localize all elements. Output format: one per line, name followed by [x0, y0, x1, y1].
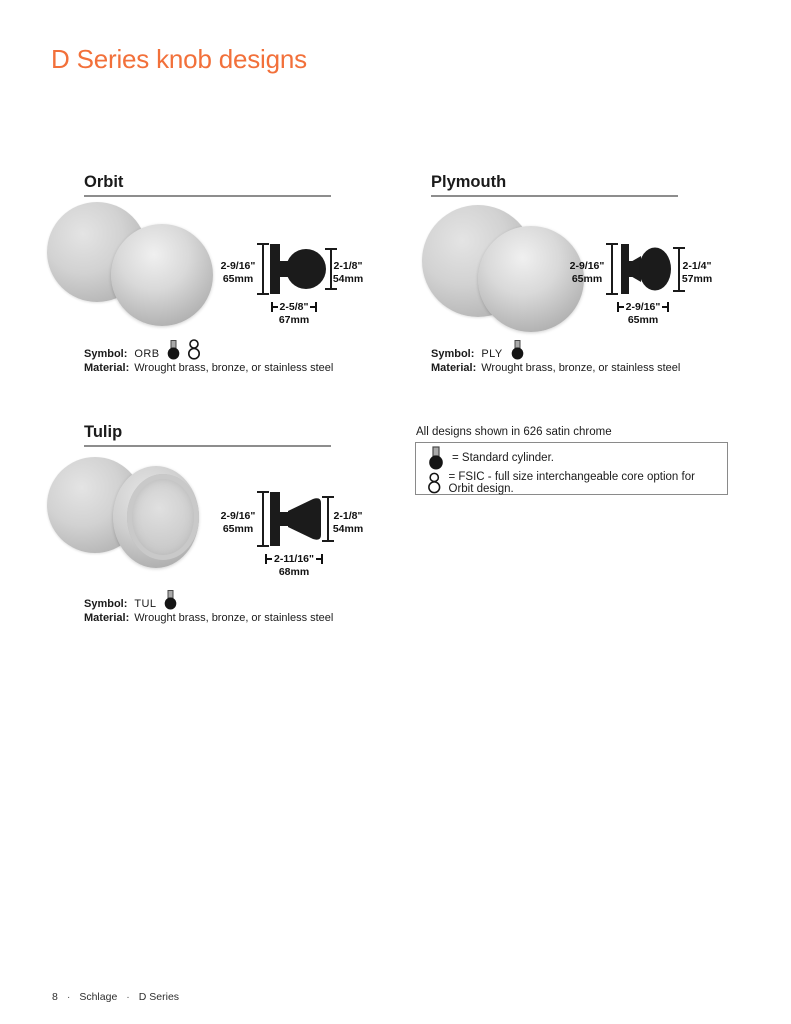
heading-rule: [431, 195, 678, 197]
standard-cylinder-icon: [166, 340, 181, 360]
dimension-inches: 2-11/16": [273, 553, 314, 565]
cylinder-icons: [510, 340, 525, 360]
cylinder-icons: [163, 590, 178, 610]
dimension-diagram: [567, 230, 715, 342]
dimension-mm: 68mm: [278, 565, 310, 578]
knob-diameter-dimension: [679, 260, 715, 285]
knob-photo: [45, 450, 220, 600]
page-number: 8: [52, 991, 58, 1003]
material-row: [431, 362, 680, 374]
rose-diameter-dimension: [218, 260, 258, 285]
legend-item-text: = FSIC - full size interchangeable core option for Orbit design.: [448, 471, 695, 495]
knob-ball-image: [111, 224, 213, 326]
knob-photo: [45, 200, 220, 350]
material-value: Wrought brass, bronze, or stainless steel: [481, 362, 681, 374]
legend-item-text: = Standard cylinder.: [452, 452, 554, 464]
legend-item-fsic: [427, 470, 717, 496]
dimension-mm: 54mm: [332, 272, 364, 285]
rose-diameter-dimension: [218, 510, 258, 535]
dimension-mm: 65mm: [571, 272, 603, 285]
dimension-tick-left: [271, 302, 278, 312]
knob-diameter-dimension: [330, 260, 366, 285]
knob-face-image: [127, 474, 199, 560]
material-row: [84, 612, 333, 624]
dimension-inches: 2-9/16": [625, 301, 661, 313]
heading-rule: [84, 445, 331, 447]
standard-cylinder-icon: [510, 340, 525, 360]
symbol-label: Symbol:: [431, 348, 475, 360]
projection-dimension: [595, 301, 691, 326]
symbol-label: Symbol:: [84, 598, 128, 610]
dimension-mm: 57mm: [681, 272, 713, 285]
dimension-mm: 65mm: [222, 522, 254, 535]
standard-cylinder-icon: [427, 446, 445, 470]
symbol-value: ORB: [134, 348, 160, 360]
standard-cylinder-icon: [163, 590, 178, 610]
symbol-value: PLY: [481, 348, 503, 360]
dimension-tick-right: [662, 302, 669, 312]
dimension-inches: 2-9/16": [569, 260, 605, 272]
dimension-mm: 67mm: [278, 313, 310, 326]
rose-diameter-dimension: [567, 260, 607, 285]
material-label: Material:: [84, 362, 130, 374]
dimension-tick-left: [617, 302, 624, 312]
material-label: Material:: [431, 362, 477, 374]
series-name: D Series: [138, 991, 180, 1003]
symbol-label: Symbol:: [84, 348, 128, 360]
page-title: D Series knob designs: [51, 44, 307, 74]
knob-card-orbit: [45, 172, 375, 382]
symbol-row: [84, 340, 201, 360]
dimension-inches: 2-9/16": [220, 260, 256, 272]
projection-dimension: [246, 301, 342, 326]
material-value: Wrought brass, bronze, or stainless steel: [134, 362, 334, 374]
dimension-diagram: [218, 230, 366, 342]
footer-separator: ·: [66, 991, 71, 1003]
cylinder-legend-box: [415, 442, 728, 495]
dimension-inches: 2-9/16": [220, 510, 256, 522]
material-value: Wrought brass, bronze, or stainless steel: [134, 612, 334, 624]
knob-name: Tulip: [84, 423, 123, 441]
dimension-diagram: [218, 480, 366, 592]
brand-name: Schlage: [79, 991, 118, 1003]
fsic-icon: [187, 339, 201, 360]
knob-card-plymouth: [420, 172, 750, 382]
symbol-row: [84, 590, 178, 610]
material-label: Material:: [84, 612, 130, 624]
projection-dimension: [246, 553, 342, 578]
dimension-inches: 2-5/8": [279, 301, 309, 313]
knob-diameter-dimension: [330, 510, 366, 535]
dimension-tick-right: [310, 302, 317, 312]
cylinder-icons: [166, 339, 201, 360]
heading-rule: [84, 195, 331, 197]
dimension-mm: 65mm: [627, 313, 659, 326]
symbol-value: TUL: [134, 598, 157, 610]
dimension-inches: 2-1/8": [333, 510, 363, 522]
fsic-icon: [427, 470, 442, 496]
dimension-inches: 2-1/8": [333, 260, 363, 272]
material-row: [84, 362, 333, 374]
dimension-tick-right: [316, 554, 323, 564]
legend-item-standard-cylinder: [427, 446, 717, 470]
finish-note: All designs shown in 626 satin chrome: [416, 426, 612, 438]
dimension-line: [246, 553, 342, 566]
dimension-line: [595, 301, 691, 314]
dimension-inches: 2-1/4": [682, 260, 712, 272]
dimension-tick-left: [265, 554, 272, 564]
dimension-mm: 54mm: [332, 522, 364, 535]
knob-name: Orbit: [84, 173, 124, 191]
dimension-mm: 65mm: [222, 272, 254, 285]
dimension-line: [246, 301, 342, 314]
symbol-row: [431, 340, 525, 360]
page-footer: [52, 991, 179, 1003]
footer-separator: ·: [126, 991, 130, 1003]
knob-name: Plymouth: [431, 173, 507, 191]
knob-card-tulip: [45, 422, 375, 632]
